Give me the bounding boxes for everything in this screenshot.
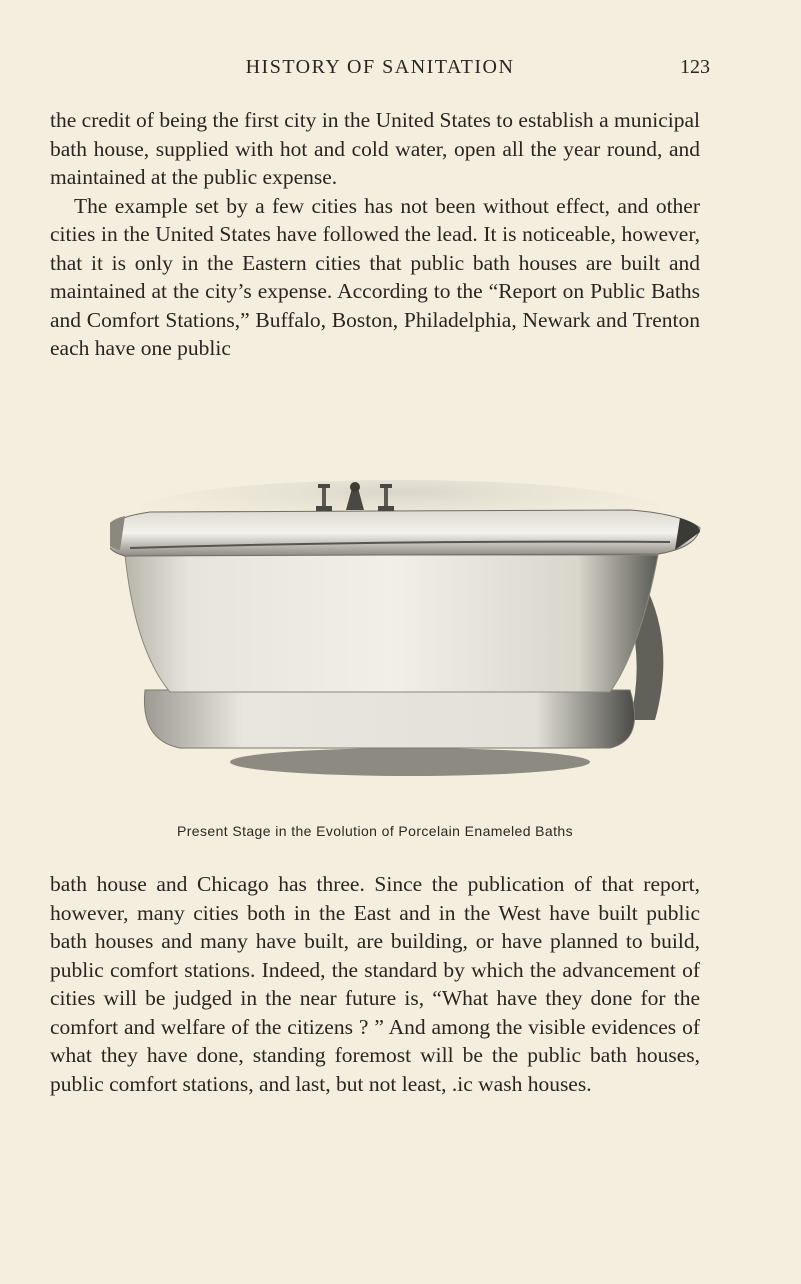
- body-text-top: [50, 106, 700, 363]
- floor-shadow: [230, 748, 590, 776]
- tub-body: [125, 555, 658, 692]
- paragraph-continued: the credit of being the first city in the United States to establish a municipal bath house, supplied with hot and cold water, open all the year round, and maintained at the public expense.: [50, 108, 700, 189]
- page-number: 123: [680, 56, 710, 78]
- tub-base: [144, 690, 634, 748]
- paragraph-continued: bath house and Chicago has three. Since the publication of that report, however, many cities both in the East and in the West have built public bath houses and many have built, are building, or have planned to build, public comfort stations. Indeed, the standard by which the advancement of cities will be judged in the near future is, “What have they done for the comfort and welfare of the citizens ? ” And among the visible evidences of what they have done, standing foremost will be the public bath houses, public comfort stations, and last, but not least, .ic wash houses.: [50, 872, 700, 1096]
- tub-rim: [110, 510, 700, 556]
- bathtub-illustration: [110, 470, 710, 800]
- body-text-bottom: [50, 870, 700, 1098]
- running-title: HISTORY OF SANITATION: [245, 56, 515, 78]
- paragraph: The example set by a few cities has not been without effect, and other cities in the United States have followed the lead. It is noticeable, however, that it is only in the Eastern cities that public bath houses are built and maintained at the city’s expense. According to the “Report on Public Baths and Comfort Stations,” Buffalo, Boston, Philadelphia, Newark and Trenton each have one public: [50, 193, 700, 360]
- figure-caption: Present Stage in the Evolution of Porcelain Enameled Baths: [177, 823, 573, 839]
- page-header: [50, 56, 710, 84]
